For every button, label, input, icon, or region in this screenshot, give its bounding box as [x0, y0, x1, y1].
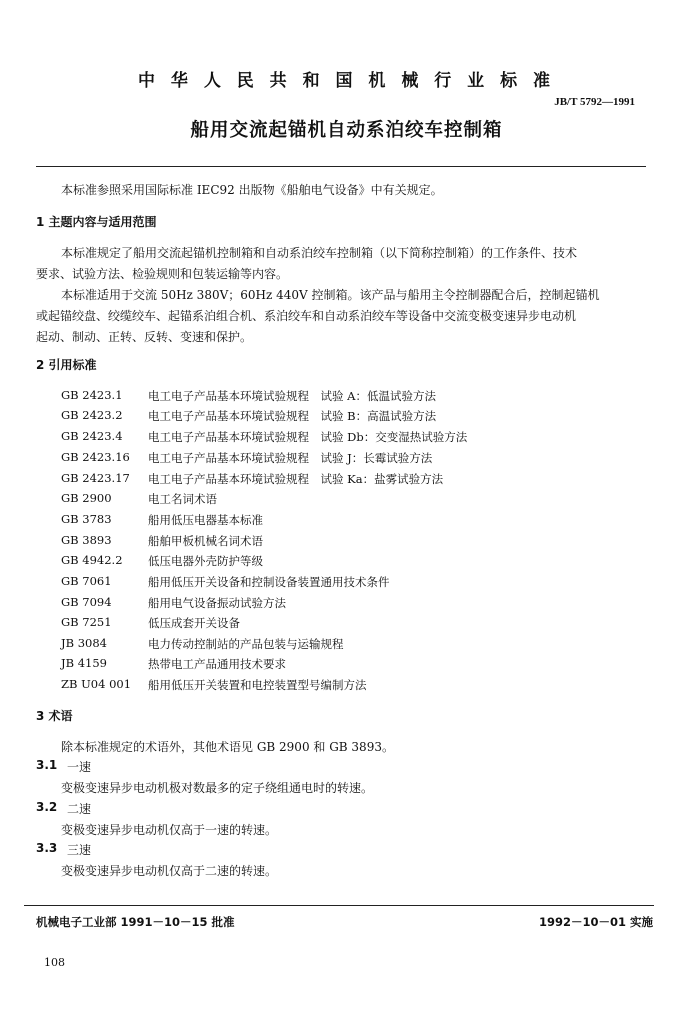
- reference-code: GB 2423.1: [61, 388, 123, 402]
- approval-statement: 机械电子工业部 1991－10－15 批准: [36, 915, 235, 929]
- section-1-heading: 1 主题内容与适用范围: [36, 215, 157, 229]
- term-definition: 变极变速异步电动机仅高于二速的转速。: [61, 864, 278, 878]
- reference-code: GB 2423.4: [61, 429, 123, 443]
- reference-title: 电工电子产品基本环境试验规程 试验 A：低温试验方法: [148, 389, 436, 403]
- intro-paragraph: 本标准参照采用国际标准 IEC92 出版物《船舶电气设备》中有关规定。: [61, 183, 443, 197]
- reference-title: 低压电器外壳防护等级: [148, 554, 263, 568]
- reference-title: 电工电子产品基本环境试验规程 试验 Ka：盐雾试验方法: [148, 472, 444, 486]
- reference-title: 船用低压开关装置和电控装置型号编制方法: [148, 678, 367, 692]
- text-line: 本标准规定了船用交流起锚机控制箱和自动系泊绞车控制箱（以下简称控制箱）的工作条件、技术: [61, 246, 578, 260]
- reference-title: 低压成套开关设备: [148, 616, 240, 630]
- reference-title: 船用低压开关设备和控制设备装置通用技术条件: [148, 575, 390, 589]
- standard-organization: 中 华 人 民 共 和 国 机 械 行 业 标 准: [137, 71, 556, 91]
- reference-code: GB 4942.2: [61, 553, 123, 567]
- header-rule: [36, 166, 646, 167]
- reference-title: 电工电子产品基本环境试验规程 试验 Db：交变湿热试验方法: [148, 430, 468, 444]
- reference-title: 电工电子产品基本环境试验规程 试验 B：高温试验方法: [148, 409, 437, 423]
- reference-code: GB 3893: [61, 533, 112, 547]
- standard-code: JB/T 5792—1991: [554, 96, 635, 108]
- reference-title: 电力传动控制站的产品包装与运输规程: [148, 637, 344, 651]
- reference-code: GB 7251: [61, 615, 112, 629]
- reference-title: 电工电子产品基本环境试验规程 试验 J：长霉试验方法: [148, 451, 433, 465]
- term-number: 3.3: [36, 841, 58, 855]
- reference-title: 船用电气设备振动试验方法: [148, 596, 286, 610]
- reference-code: GB 7094: [61, 595, 112, 609]
- reference-title: 船舶甲板机械名词术语: [148, 534, 263, 548]
- text-line: 起动、制动、正转、反转、变速和保护。: [36, 330, 253, 344]
- footer-rule: [24, 905, 654, 906]
- text-line: 要求、试验方法、检验规则和包装运输等内容。: [36, 267, 289, 281]
- implementation-date: 1992－10－01 实施: [538, 915, 653, 929]
- text-line: 或起锚绞盘、绞缆绞车、起锚系泊组合机、系泊绞车和自动系泊绞车等设备中交流变极变速异步电动机: [36, 309, 577, 323]
- section-3-heading: 3 术语: [36, 709, 73, 723]
- term-definition: 变极变速异步电动机极对数最多的定子绕组通电时的转速。: [61, 781, 374, 795]
- term-name: 一速: [67, 760, 92, 774]
- reference-title: 电工名词术语: [148, 492, 217, 506]
- reference-code: GB 3783: [61, 512, 112, 526]
- document-title: 船用交流起锚机自动系泊绞车控制箱: [190, 120, 503, 141]
- reference-code: GB 2900: [61, 491, 112, 505]
- term-number: 3.1: [36, 758, 58, 772]
- section-2-heading: 2 引用标准: [36, 358, 97, 372]
- section-3-intro: 除本标准规定的术语外，其他术语见 GB 2900 和 GB 3893。: [61, 740, 394, 754]
- reference-title: 船用低压电器基本标准: [148, 513, 263, 527]
- term-definition: 变极变速异步电动机仅高于一速的转速。: [61, 823, 278, 837]
- reference-code: GB 2423.2: [61, 408, 123, 422]
- reference-title: 热带电工产品通用技术要求: [148, 657, 286, 671]
- reference-code: GB 2423.17: [61, 471, 130, 485]
- term-number: 3.2: [36, 800, 58, 814]
- page-number: 108: [44, 956, 65, 969]
- term-name: 三速: [67, 843, 92, 857]
- reference-code: GB 7061: [61, 574, 112, 588]
- term-name: 二速: [67, 802, 92, 816]
- reference-code: JB 4159: [61, 656, 107, 670]
- reference-code: JB 3084: [61, 636, 107, 650]
- reference-code: ZB U04 001: [61, 677, 132, 691]
- reference-code: GB 2423.16: [61, 450, 130, 464]
- text-line: 本标准适用于交流 50Hz 380V；60Hz 440V 控制箱。该产品与船用主令控制器配合后，控制起锚机: [61, 288, 600, 302]
